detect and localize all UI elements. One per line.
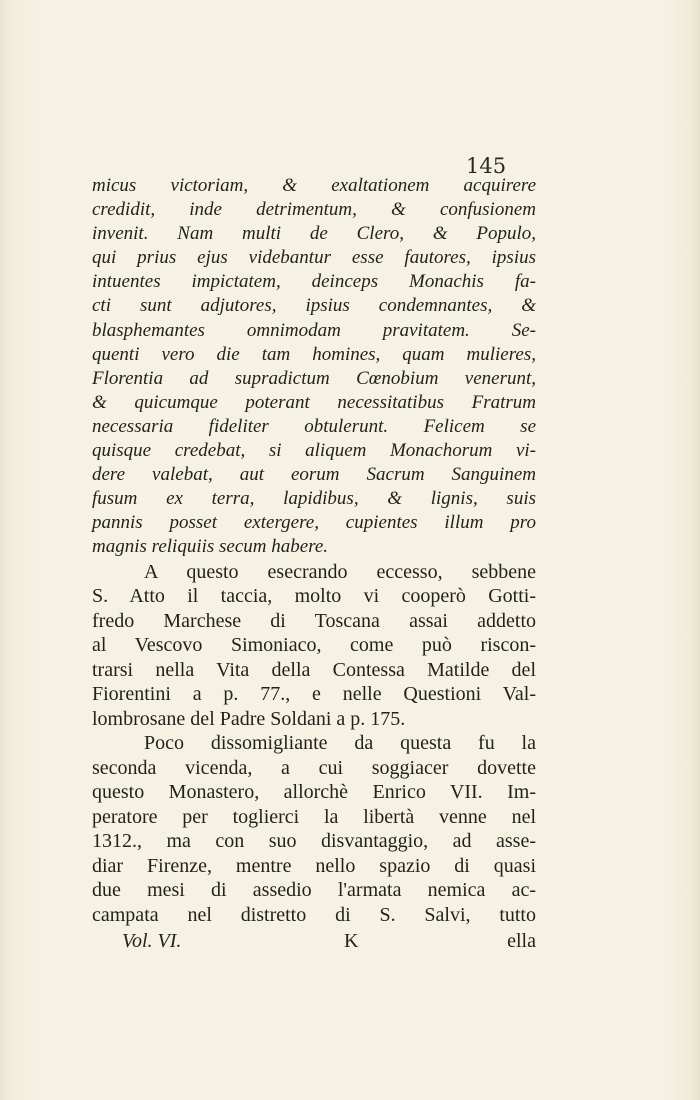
- latin-quotation: [92, 174, 536, 560]
- text-line: Florentia ad supradictum Cœnobium venerunt,: [92, 367, 536, 389]
- text-line: necessaria fideliter obtulerunt. Felicem se: [92, 415, 536, 437]
- text-line: qui prius ejus videbantur esse fautores, ipsius: [92, 247, 536, 269]
- text-line: peratore per toglierci la libertà venne nel: [92, 805, 536, 828]
- text-line: 1312., ma con suo disvantaggio, ad asse-: [92, 830, 536, 852]
- page-footer: [92, 930, 536, 958]
- paragraph-first-line: A questo esecrando eccesso, sebbene: [144, 560, 536, 583]
- text-line: dere valebat, aut eorum Sacrum Sanguinem: [92, 464, 536, 486]
- catchword: ella: [507, 930, 536, 952]
- text-line: micus victoriam, & exaltationem acquirere: [92, 175, 536, 196]
- text-line: credidit, inde detrimentum, & confusionem: [92, 199, 536, 221]
- text-line: lombrosane del Padre Soldani a p. 175.: [92, 707, 406, 730]
- text-line: trarsi nella Vita della Contessa Matilde del: [92, 658, 536, 681]
- text-line: magnis reliquiis secum habere.: [92, 536, 329, 558]
- text-line: & quicumque poterant necessitatibus Fratrum: [92, 391, 536, 413]
- italian-commentary: [92, 560, 536, 928]
- signature-mark: K: [344, 930, 359, 952]
- text-line: blasphemantes omnimodam pravitatem. Se-: [92, 319, 536, 341]
- text-line: Fiorentini a p. 77., e nelle Questioni Val-: [92, 683, 536, 705]
- page-text: [92, 174, 536, 927]
- text-line: due mesi di assedio l'armata nemica ac-: [92, 879, 536, 901]
- text-line: invenit. Nam multi de Clero, & Populo,: [92, 223, 536, 245]
- text-line: fusum ex terra, lapidibus, & lignis, suis: [92, 488, 536, 510]
- text-line: cti sunt adjutores, ipsius condemnantes, &: [92, 295, 536, 317]
- text-line: quisque credebat, si aliquem Monachorum vi-: [92, 440, 536, 462]
- text-line: campata nel distretto di S. Salvi, tutto: [92, 903, 536, 926]
- text-line: diar Firenze, mentre nello spazio di quasi: [92, 854, 536, 877]
- text-line: intuentes impictatem, deinceps Monachis fa-: [92, 271, 536, 293]
- text-line: S. Atto il taccia, molto vi cooperò Gotti-: [92, 585, 536, 607]
- text-line: questo Monastero, allorchè Enrico VII. Im-: [92, 781, 536, 803]
- text-line: quenti vero die tam homines, quam mulieres,: [92, 343, 536, 365]
- page-number: 145: [466, 154, 507, 178]
- text-line: fredo Marchese di Toscana assai addetto: [92, 609, 536, 632]
- volume-label: Vol. VI.: [122, 930, 182, 952]
- paragraph-first-line: Poco dissomigliante da questa fu la: [144, 732, 536, 754]
- text-line: al Vescovo Simoniaco, come può riscon-: [92, 634, 536, 656]
- text-line: seconda vicenda, a cui soggiacer dovette: [92, 756, 536, 779]
- text-line: pannis posset extergere, cupientes illum pro: [92, 512, 536, 534]
